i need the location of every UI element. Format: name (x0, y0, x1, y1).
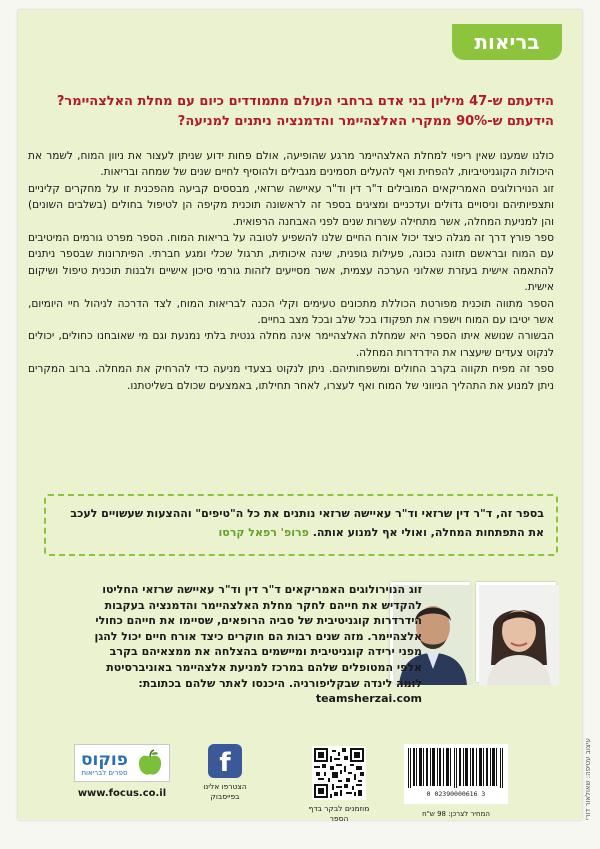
quote-text: בספר זה, ד"ר דין שרזאי וד"ר עאיישה שרזאי נותנים את כל ה"טיפים" וההצעות שעשויים לעכב את התפתחות המחלה, ואולי אף למנוע אותה. (70, 507, 544, 539)
back-cover (18, 10, 592, 823)
publisher-tagline: ספרים לבריאות (81, 768, 128, 777)
barcode-number: 0 02390000616 3 (404, 790, 508, 798)
paragraph: ספר זה מפיח תקווה בקרב החולים ומשפחותיהם. ניתן לנקוט בצעדי מניעה כדי להרחיק את המחלה. ברוב המקרים ניתן למנוע את התהליך הניווני של המוח ואף לעצרו, לאחר תחילתו, באמצעים שכולם בשליטתנו. (28, 363, 554, 392)
question-block (34, 92, 554, 132)
publisher-logo (74, 744, 170, 782)
authors-website-link[interactable]: teamsherzai.com (315, 692, 422, 706)
paragraph: הספר מתווה תוכנית מפורטת הכוללת מתכונים טעימים וקלי הכנה לבריאות המוח, לצד הדרכה לניהול חיי היומיום, אשר יטיבו עם המוח וישפרו את תפקודו בכל שלב ובכל מצב בחיים. (28, 297, 554, 327)
blurb-body (28, 148, 554, 394)
paragraph: כולנו שמענו שאין ריפוי למחלת האלצהיימר מרגע שהופיעה, אולם פחות ידוע שניתן לעצור את ניוון המוח, לשמר את היכולות הקוגניטיביות, להפחית ואף להעלים תסמינים מגבילים ולהוסיף לחיים שנים של שמחה ובריאות. (28, 150, 554, 179)
category-tab: בריאות (452, 24, 562, 60)
endorsement-quote (44, 494, 558, 556)
author-photo-woman (476, 582, 556, 682)
quote-author: פרופ' רפאל קרסו (218, 526, 309, 539)
paragraph: זוג הנוירולוגים האמריקאים המובילים ד"ר דין וד"ר עאיישה שרזאי, מבססים קביעה מהפכנית זו על מחקרים קליניים ותצפיותיהם וניסויים גדולים ועדכניים ומציגים בספר זה לראשונה תוכנית מקיפה הן לטיפול בחולים (בשלבים השונים) והן למניעת המחלה, אשר מתחילה עשרות שנים לפני האבחנה הרפואית. (28, 182, 554, 228)
authors-bio-text: זוג הנוירולוגים האמריקאים ד"ר דין וד"ר עאיישה שרזאי החליטו להקדיש את חייהם לחקר מחלת האלצהיימר והדמנציה בעקבות הידרדרות קוגניטיבית של סביה הרופאים, שסיימו את חייהם כחולי אלצהיימר. מזה שנים רבות הם חוקרים כיצד אורח חיים יכול להגן מפני ירידה קוגניטיבית ומיישמים בהצלחה את ממצאיהם בקרב אלפי המטופלים שלהם במרכז למניעת אלצהיימר באוניברסיטת לומה לינדה שבקליפורניה. היכנסו לאתר שלהם בכתובת: (94, 583, 422, 690)
question-line-2: הידעתם ש-90% ממקרי האלצהיימר והדמנציה ניתנים למניעה? (177, 114, 554, 129)
qr-code-icon[interactable] (312, 746, 366, 800)
consumer-price: המחיר לצרכן: 98 ש"ח (422, 810, 490, 818)
publisher-website-link[interactable]: www.focus.co.il (77, 788, 167, 799)
facebook-caption: הצטרפו אלינו בפייסבוק (203, 782, 247, 801)
qr-caption: מוזמנים לבקר בדף הספר (308, 804, 370, 823)
publisher-name: פוקוס (81, 749, 128, 770)
authors-bio (92, 582, 422, 707)
paragraph: הבשורה שנושא איתו הספר היא שמחלת האלצהיימר אינה מחלה גנטית בלתי נמנעת וגם מי שאובחנו כחולים, יכולים לנקוט צעדים שיעצרו את הידרדרות המחלה. (28, 330, 554, 359)
apple-icon (137, 749, 163, 777)
paragraph: ספר פורץ דרך זה מגלה כיצד יכול אורח החיים שלנו להשפיע לטובה על בריאות המוח. הספר מפרט גורמים המיטיבים עם המוח ובראשם תזונה נכונה, פעילות גופנית, שינה איכותית, תרגול שכלי ומגע חברתי. הפיתרונות שבספר ניתנים להתאמה אישית בעזרת שאלוני הערכה עצמית, אשר מסייעים לזהות גורמי סיכון אישיים ולבנות תוכנית טיפול ושיקום אישית. (28, 232, 554, 294)
question-line-1: הידעתם ש-47 מיליון בני אדם ברחבי העולם מתמודדים כיום עם מחלת האלצהיימר? (56, 94, 554, 109)
cover-design-credit: עיצוב עטיפה: שאולאור דורי (584, 738, 592, 820)
facebook-icon[interactable]: f (208, 744, 242, 778)
